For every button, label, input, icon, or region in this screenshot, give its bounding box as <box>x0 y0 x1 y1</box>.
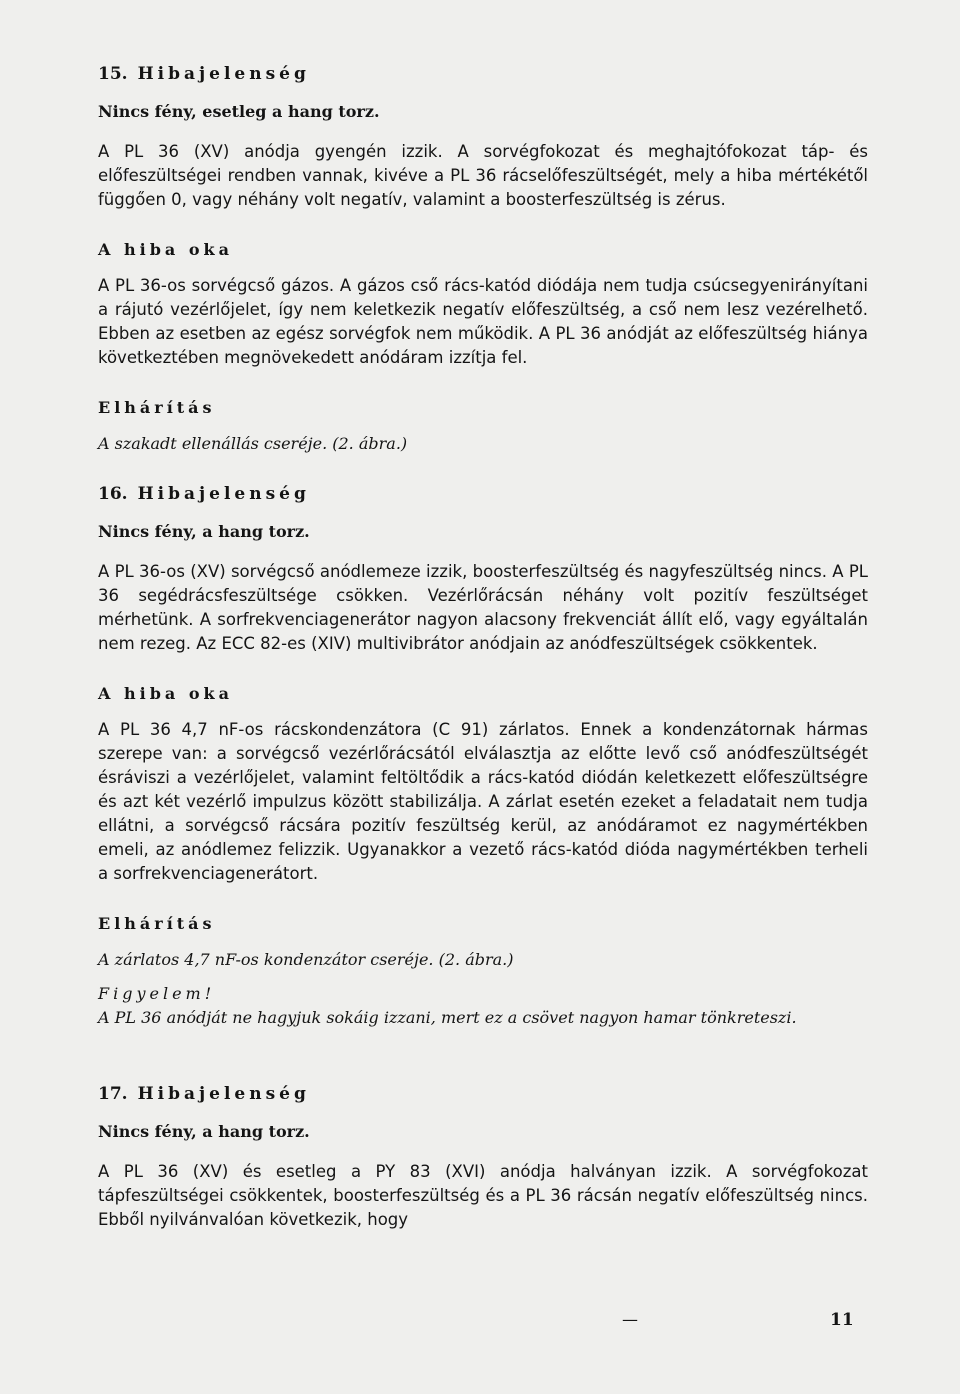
section-16-description: A PL 36-os (XV) sorvégcső anódlemeze izzik, boosterfeszültség és nagyfeszültség nincs. A PL 36 segédrácsfeszültsége csökken. Vezérlőrácsán néhány volt pozitív feszültséget mérhetünk. A sorfrekvenciagenerátor nagyon alacsony frekvenciát állít elő, vagy egyáltalán nem rezeg. Az ECC 82-es (XIV) multivibrátor anódjain az anódfeszültségek csökkentek. <box>98 562 868 653</box>
section-16-symptom: Nincs fény, a hang torz. <box>98 522 310 541</box>
section-17-symptom: Nincs fény, a hang torz. <box>98 1122 310 1141</box>
section-16-cause: A PL 36 4,7 nF-os rácskondenzátora (C 91) zárlatos. Ennek a kondenzátornak hármas szerepe van: a sorvégcső vezérlőrácsától elválasztja az előtte levő cső anódfeszültségét ésráviszi a vezérlőjelet, valamint feltöltődik a rács-katód diódán keletkezett előfeszültségre és azt két vezérlő impulzus között stabilizálja. A zárlat esetén ezeket a feladatait nem tudja ellátni, a sorvégcső rácsára pozitív feszültség kerül, az anódáramot ez nagymértékben emeli, az anódlemez felizzik. Ugyanakkor a vezető rács-katód dióda nagymértékben terheli a sorfrekvenciagenerátort. <box>98 720 868 883</box>
section-15-heading <box>98 62 868 86</box>
section-16-fix-label: Elhárítás <box>98 914 216 933</box>
section-17-heading <box>98 1082 868 1106</box>
page-content <box>98 62 868 1258</box>
footer-dash: — <box>622 1310 638 1329</box>
spacer <box>98 466 868 482</box>
section-16-fix: A zárlatos 4,7 nF-os kondenzátor cseréje. (2. ábra.) <box>98 950 514 969</box>
page-number: 11 <box>830 1310 854 1330</box>
section-title: Hibajelenség <box>137 64 310 84</box>
section-15-cause: A PL 36-os sorvégcső gázos. A gázos cső rács-katód diódája nem tudja csúcsegyenirányítani a rájutó vezérlőjelet, így nem keletkezik negatív előfeszültség, a cső nem lesz vezérelhető. Ebben az esetben az egész sorvégfok nem működik. A PL 36 anódját az előfeszültség hiánya következtében megnövekedett anódáram izzítja fel. <box>98 276 868 367</box>
section-number: 15. <box>98 64 128 84</box>
section-number: 16. <box>98 484 128 504</box>
section-16-attention: A PL 36 anódját ne hagyjuk sokáig izzani, mert ez a csövet nagyon hamar tönkreteszi. <box>98 1008 797 1027</box>
section-title: Hibajelenség <box>137 484 310 504</box>
section-title: Hibajelenség <box>137 1084 310 1104</box>
section-15-fix: A szakadt ellenállás cseréje. (2. ábra.) <box>98 434 408 453</box>
section-15-cause-label: A hiba oka <box>98 240 233 259</box>
section-16-attention-label: Figyelem! <box>98 984 216 1003</box>
section-16-heading <box>98 482 868 506</box>
section-17-description: A PL 36 (XV) és esetleg a PY 83 (XVI) anódja halványan izzik. A sorvégfokozat tápfeszültségei csökkentek, boosterfeszültség és a PL 36 rácsán negatív előfeszültség nincs. Ebből nyilvánvalóan következik, hogy <box>98 1162 868 1229</box>
section-15-symptom: Nincs fény, esetleg a hang torz. <box>98 102 380 121</box>
page-footer <box>0 1310 960 1340</box>
section-16-cause-label: A hiba oka <box>98 684 233 703</box>
spacer <box>98 1040 868 1082</box>
section-number: 17. <box>98 1084 128 1104</box>
section-15-description: A PL 36 (XV) anódja gyengén izzik. A sorvégfokozat és meghajtófokozat táp- és előfeszültségei rendben vannak, kivéve a PL 36 rácselőfeszültségét, mely a hiba mértékétől függően 0, vagy néhány volt negatív, valamint a boosterfeszültség is zérus. <box>98 142 868 209</box>
section-15-fix-label: Elhárítás <box>98 398 216 417</box>
